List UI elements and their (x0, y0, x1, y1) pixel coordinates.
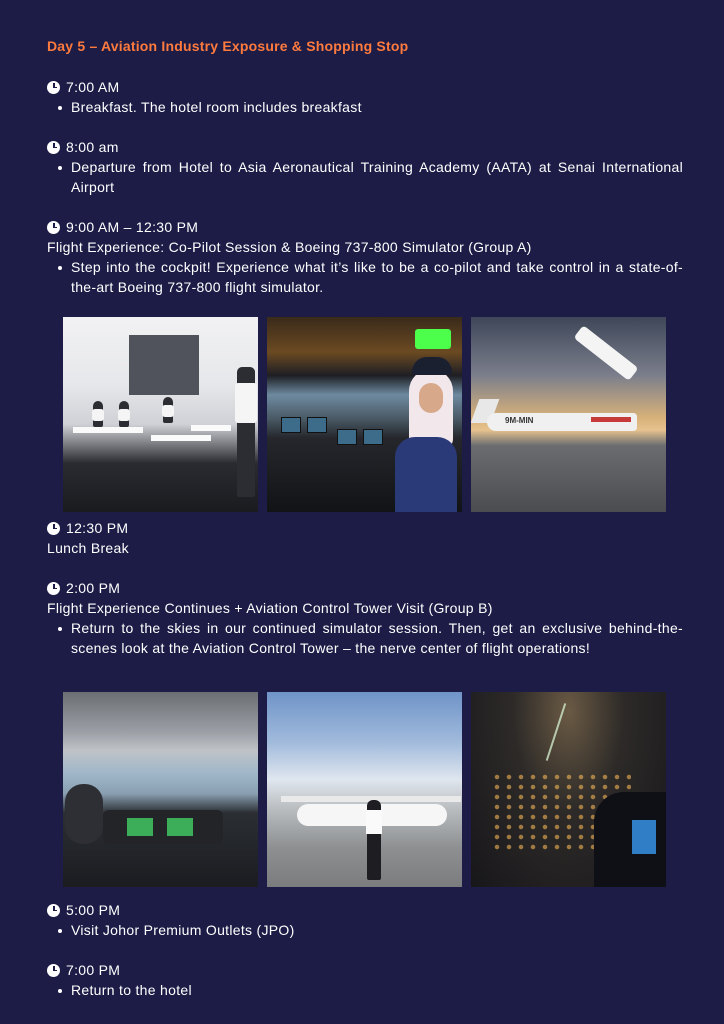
clock-icon (47, 964, 60, 977)
schedule-item-shopping (47, 900, 683, 940)
cockpit-view-photo (63, 692, 258, 887)
pilot-tarmac-photo (267, 692, 462, 887)
time-label: 9:00 AM – 12:30 PM (66, 219, 199, 235)
list-item: Departure from Hotel to Asia Aeronautical Training Academy (AATA) at Senai International Airport (47, 157, 683, 197)
time-label: 8:00 am (66, 139, 119, 155)
list-item: Return to the skies in our continued simulator session. Then, get an exclusive behind-the-scenes look at the Aviation Control Tower – the nerve center of flight operations! (47, 618, 683, 658)
clock-icon (47, 904, 60, 917)
schedule-item-group-a (47, 217, 683, 297)
schedule-item-breakfast (47, 77, 683, 117)
clock-icon (47, 522, 60, 535)
session-heading: Flight Experience: Co-Pilot Session & Boeing 737-800 Simulator (Group A) (47, 239, 532, 255)
time-label: 7:00 PM (66, 962, 121, 978)
list-item: Step into the cockpit! Experience what it’s like to be a co-pilot and take control in a state-of-the-art Boeing 737-800 flight simulator. (47, 257, 683, 297)
aircraft-sunset-photo (471, 317, 666, 512)
time-label: 5:00 PM (66, 902, 121, 918)
classroom-photo (63, 317, 258, 512)
list-item: Return to the hotel (47, 980, 683, 1000)
clock-icon (47, 141, 60, 154)
session-heading: Flight Experience Continues + Aviation Control Tower Visit (Group B) (47, 600, 493, 616)
list-item: Visit Johor Premium Outlets (JPO) (47, 920, 683, 940)
list-item: Breakfast. The hotel room includes breakfast (47, 97, 683, 117)
time-label: 2:00 PM (66, 580, 121, 596)
photo-row-2 (63, 692, 666, 887)
schedule-item-return (47, 960, 683, 1000)
clock-icon (47, 81, 60, 94)
clock-icon (47, 221, 60, 234)
time-label: 12:30 PM (66, 520, 129, 536)
schedule-item-departure (47, 137, 683, 197)
schedule-item-lunch (47, 518, 683, 558)
time-label: 7:00 AM (66, 79, 120, 95)
clock-icon (47, 582, 60, 595)
photo-row-1 (63, 317, 666, 512)
night-flight-photo (471, 692, 666, 887)
day-title: Day 5 – Aviation Industry Exposure & Shopping Stop (47, 38, 409, 54)
simulator-photo (267, 317, 462, 512)
aircraft-registration: 9M-MIN (505, 416, 534, 425)
session-heading: Lunch Break (47, 540, 129, 556)
schedule-item-group-b (47, 578, 683, 658)
